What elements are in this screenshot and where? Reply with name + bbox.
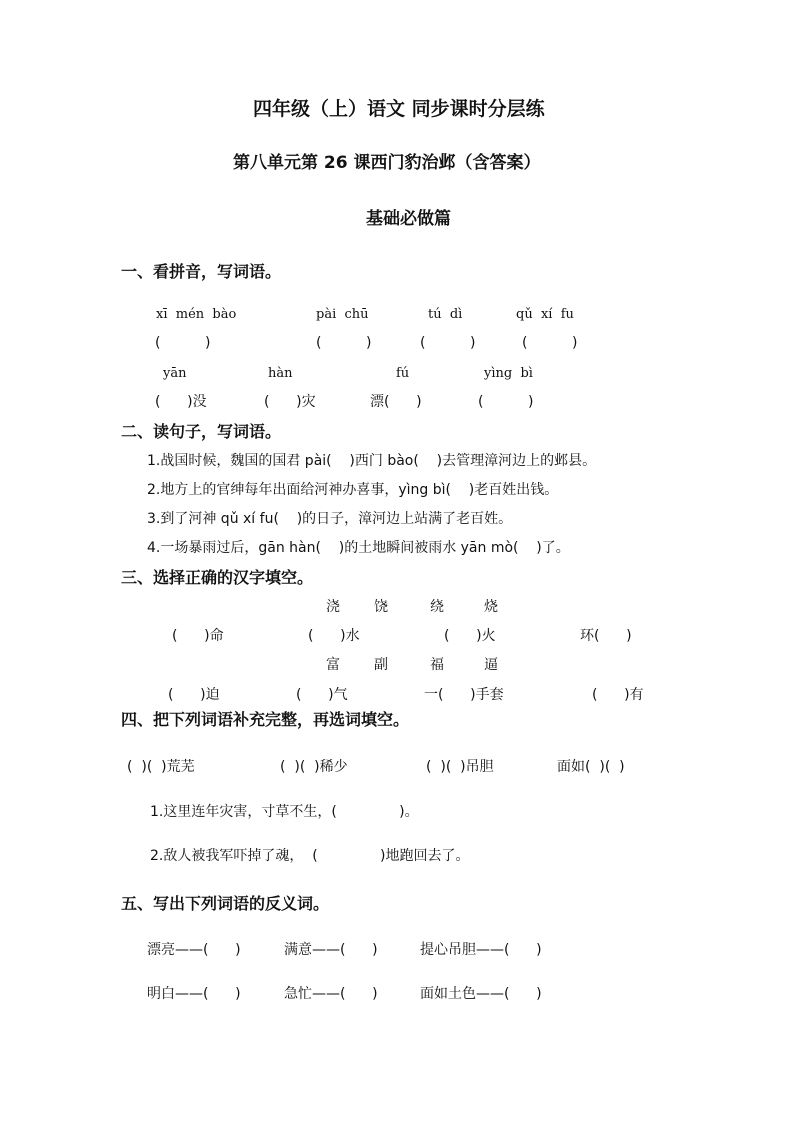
section-2-heading: 二、读句子，写词语。 bbox=[121, 422, 282, 441]
fill-item[interactable]: ( )命 bbox=[172, 628, 224, 644]
page-subtitle: 第八单元第 26 课西门豹治邺（含答案） bbox=[233, 153, 541, 173]
answer-blank[interactable]: ( ) bbox=[420, 335, 476, 351]
answer-blank[interactable]: 漂( ) bbox=[370, 394, 422, 410]
section-3-heading: 三、选择正确的汉字填空。 bbox=[121, 568, 314, 587]
idiom-blank[interactable]: ( )( )荒芜 bbox=[127, 759, 195, 775]
fill-item[interactable]: ( )有 bbox=[592, 687, 644, 703]
section-5-heading: 五、写出下列词语的反义词。 bbox=[121, 894, 330, 913]
char-option: 绕 bbox=[430, 599, 444, 615]
answer-blank[interactable]: ( )灾 bbox=[264, 394, 316, 410]
idiom-blank[interactable]: ( )( )稀少 bbox=[280, 759, 348, 775]
level-heading: 基础必做篇 bbox=[366, 209, 451, 229]
section-1-heading: 一、看拼音，写词语。 bbox=[121, 262, 282, 281]
pinyin: xī mén bào bbox=[156, 307, 237, 322]
fill-item[interactable]: ( )水 bbox=[308, 628, 360, 644]
pinyin: yìng bì bbox=[484, 366, 533, 381]
fill-item[interactable]: ( )迫 bbox=[168, 687, 220, 703]
antonym-item[interactable]: 面如土色——( ) bbox=[420, 986, 542, 1002]
idiom-blank[interactable]: 面如( )( ) bbox=[557, 759, 625, 775]
char-option: 副 bbox=[374, 657, 388, 673]
pinyin: pài chū bbox=[316, 307, 369, 322]
char-option: 福 bbox=[430, 657, 444, 673]
fill-item[interactable]: 一( )手套 bbox=[424, 687, 504, 703]
sentence: 2.地方上的官绅每年出面给河神办喜事，yìng bì( )老百姓出钱。 bbox=[147, 482, 559, 498]
pinyin: fú bbox=[396, 366, 410, 381]
fill-item[interactable]: 环( ) bbox=[580, 628, 632, 644]
section-4-heading: 四、把下列词语补充完整，再选词填空。 bbox=[121, 710, 410, 729]
answer-blank[interactable]: ( ) bbox=[478, 394, 534, 410]
char-option: 富 bbox=[326, 657, 340, 673]
answer-blank[interactable]: ( )没 bbox=[155, 394, 207, 410]
sentence: 1.这里连年灾害，寸草不生，( )。 bbox=[150, 804, 419, 820]
antonym-item[interactable]: 漂亮——( ) bbox=[147, 942, 241, 958]
antonym-item[interactable]: 提心吊胆——( ) bbox=[420, 942, 542, 958]
sentence: 2.敌人被我军吓掉了魂， ( )地跑回去了。 bbox=[150, 848, 470, 864]
antonym-item[interactable]: 急忙——( ) bbox=[284, 986, 378, 1002]
sentence: 4.一场暴雨过后，gān hàn( )的土地瞬间被雨水 yān mò( )了。 bbox=[147, 540, 570, 556]
pinyin: tú dì bbox=[428, 307, 463, 322]
idiom-blank[interactable]: ( )( )吊胆 bbox=[426, 759, 494, 775]
antonym-item[interactable]: 明白——( ) bbox=[147, 986, 241, 1002]
sentence: 1.战国时候，魏国的国君 pài( )西门 bào( )去管理漳河边上的邺县。 bbox=[147, 453, 597, 469]
answer-blank[interactable]: ( ) bbox=[522, 335, 578, 351]
sentence: 3.到了河神 qǔ xí fu( )的日子，漳河边上站满了老百姓。 bbox=[147, 511, 513, 527]
fill-item[interactable]: ( )火 bbox=[444, 628, 496, 644]
pinyin: hàn bbox=[268, 366, 293, 381]
fill-item[interactable]: ( )气 bbox=[296, 687, 348, 703]
antonym-item[interactable]: 满意——( ) bbox=[284, 942, 378, 958]
char-option: 饶 bbox=[374, 599, 388, 615]
answer-blank[interactable]: ( ) bbox=[155, 335, 211, 351]
char-option: 逼 bbox=[484, 657, 498, 673]
char-option: 浇 bbox=[326, 599, 340, 615]
answer-blank[interactable]: ( ) bbox=[316, 335, 372, 351]
page-title: 四年级（上）语文 同步课时分层练 bbox=[253, 98, 545, 120]
pinyin: yān bbox=[163, 366, 187, 381]
pinyin: qǔ xí fu bbox=[516, 307, 574, 322]
char-option: 烧 bbox=[484, 599, 498, 615]
